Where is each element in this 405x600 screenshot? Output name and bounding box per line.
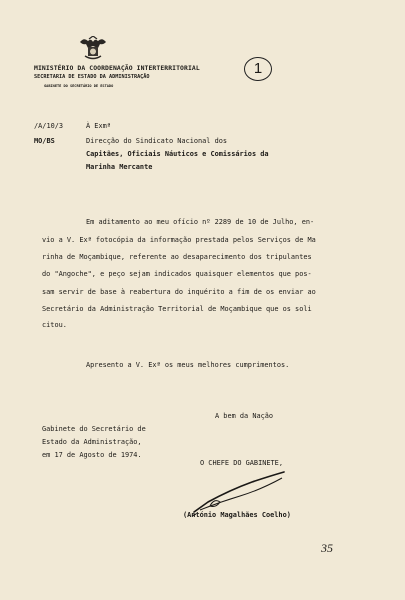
place-date-line: Gabinete do Secretário de	[42, 425, 146, 433]
paragraph-line: citou.	[42, 321, 67, 329]
paragraph-line: vio a V. Exª fotocópia da informação prestada pelos Serviços de Ma	[42, 236, 316, 244]
signatory-title: O CHEFE DO GABINETE,	[200, 459, 283, 467]
addressee-line: Direcção do Sindicato Nacional dos	[86, 137, 228, 145]
page-number: 35	[321, 541, 333, 555]
place-date-line: Estado da Administração,	[42, 438, 142, 446]
addressee-salutation: À Exmª	[86, 122, 111, 130]
paragraph-line: do "Angoche", e peço sejam indicados quaisquer elementos que pos-	[42, 270, 312, 278]
reference-number: /A/10/3	[34, 122, 64, 130]
signatory-name: (António Magalhães Coelho)	[183, 511, 291, 519]
cabinet-heading: GABINETE DO SECRETÁRIO DE ESTADO	[44, 84, 114, 88]
closing-sentence: Apresento a V. Exª os meus melhores cumprimentos.	[86, 361, 290, 369]
secretariat-heading: SECRETARIA DE ESTADO DA ADMINISTRAÇÃO	[34, 74, 150, 80]
paragraph-line: Secretário da Administração Territorial de Moçambique que os soli	[42, 305, 312, 313]
page-circle-number: 1	[244, 57, 272, 81]
place-date-line: em 17 de Agosto de 1974.	[42, 451, 142, 459]
paragraph-line: Em aditamento ao meu ofício nº 2289 de 10 de Julho, en-	[86, 218, 315, 226]
coat-of-arms-icon	[76, 36, 110, 62]
addressee-line: Capitães, Oficiais Náuticos e Comissários da	[86, 150, 269, 158]
addressee-line: Marinha Mercante	[86, 163, 153, 171]
paragraph-line: rinha de Moçambique, referente ao desaparecimento dos tripulantes	[42, 253, 312, 261]
reference-initials: MO/BS	[34, 137, 55, 145]
paragraph-line: sam servir de base à reabertura do inquérito a fim de os enviar ao	[42, 288, 316, 296]
ministry-heading: MINISTÉRIO DA COORDENAÇÃO INTERTERRITORIAL	[34, 64, 200, 72]
motto: A bem da Nação	[215, 412, 274, 420]
